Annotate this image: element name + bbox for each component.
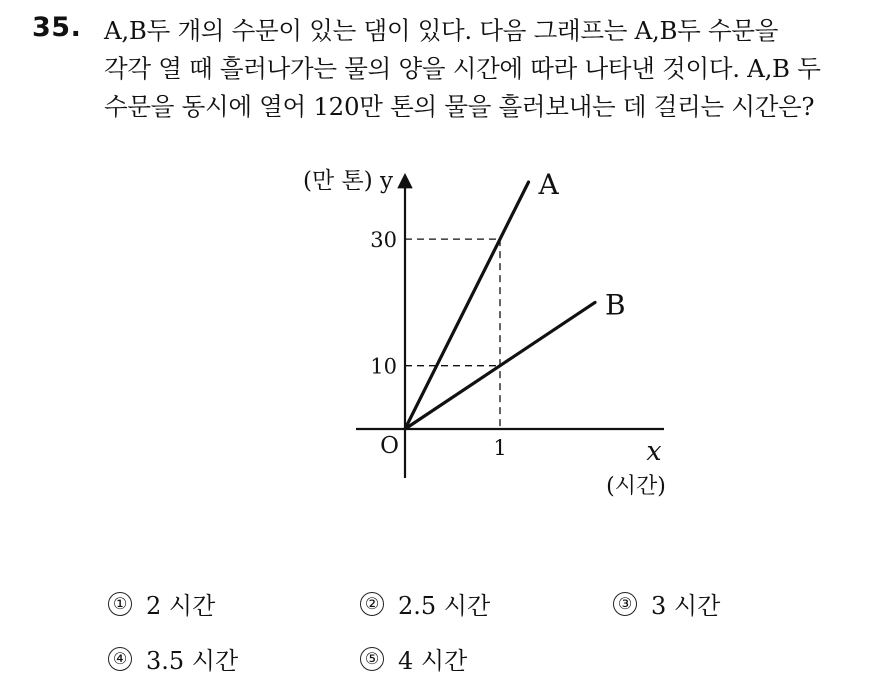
option-5[interactable]: [360, 641, 467, 676]
option-2[interactable]: [360, 586, 490, 621]
question-line: A,B두 개의 수문이 있는 댐이 있다. 다음 그래프는 A,B두 수문을: [104, 16, 779, 45]
axis-labels: [303, 168, 666, 499]
option-4[interactable]: [108, 641, 238, 676]
question-line: 각각 열 때 흘러나가는 물의 양을 시간에 따라 나타낸 것이다. A,B 두: [104, 54, 821, 83]
origin-label: O: [380, 433, 399, 459]
option-number: ①: [108, 592, 132, 616]
option-text: 2 시간: [146, 592, 216, 620]
option-text: 4 시간: [398, 647, 468, 675]
x-axis-unit: (시간): [606, 474, 666, 499]
y-tick-label: 10: [370, 354, 397, 379]
option-number: ⑤: [360, 647, 384, 671]
option-1[interactable]: [108, 586, 215, 621]
series-line-a: [405, 182, 529, 429]
series-label-b: B: [605, 288, 626, 322]
option-number: ④: [108, 647, 132, 671]
y-tick-label: 30: [370, 228, 397, 253]
option-number: ③: [613, 592, 637, 616]
option-text: 3.5 시간: [146, 647, 239, 675]
series-lines: [405, 168, 626, 429]
option-text: 3 시간: [651, 592, 721, 620]
x-axis-label: x: [646, 436, 662, 467]
option-text: 2.5 시간: [398, 592, 491, 620]
x-tick-label: 1: [493, 436, 507, 460]
series-label-a: A: [538, 168, 559, 202]
option-number: ②: [360, 592, 384, 616]
question-number: 35.: [32, 12, 82, 43]
y-axis-label: (만 톤) y: [303, 168, 393, 194]
option-3[interactable]: [613, 586, 720, 621]
question-line: 수문을 동시에 열어 120만 톤의 물을 흘러보내는 데 걸리는 시간은?: [104, 92, 815, 121]
